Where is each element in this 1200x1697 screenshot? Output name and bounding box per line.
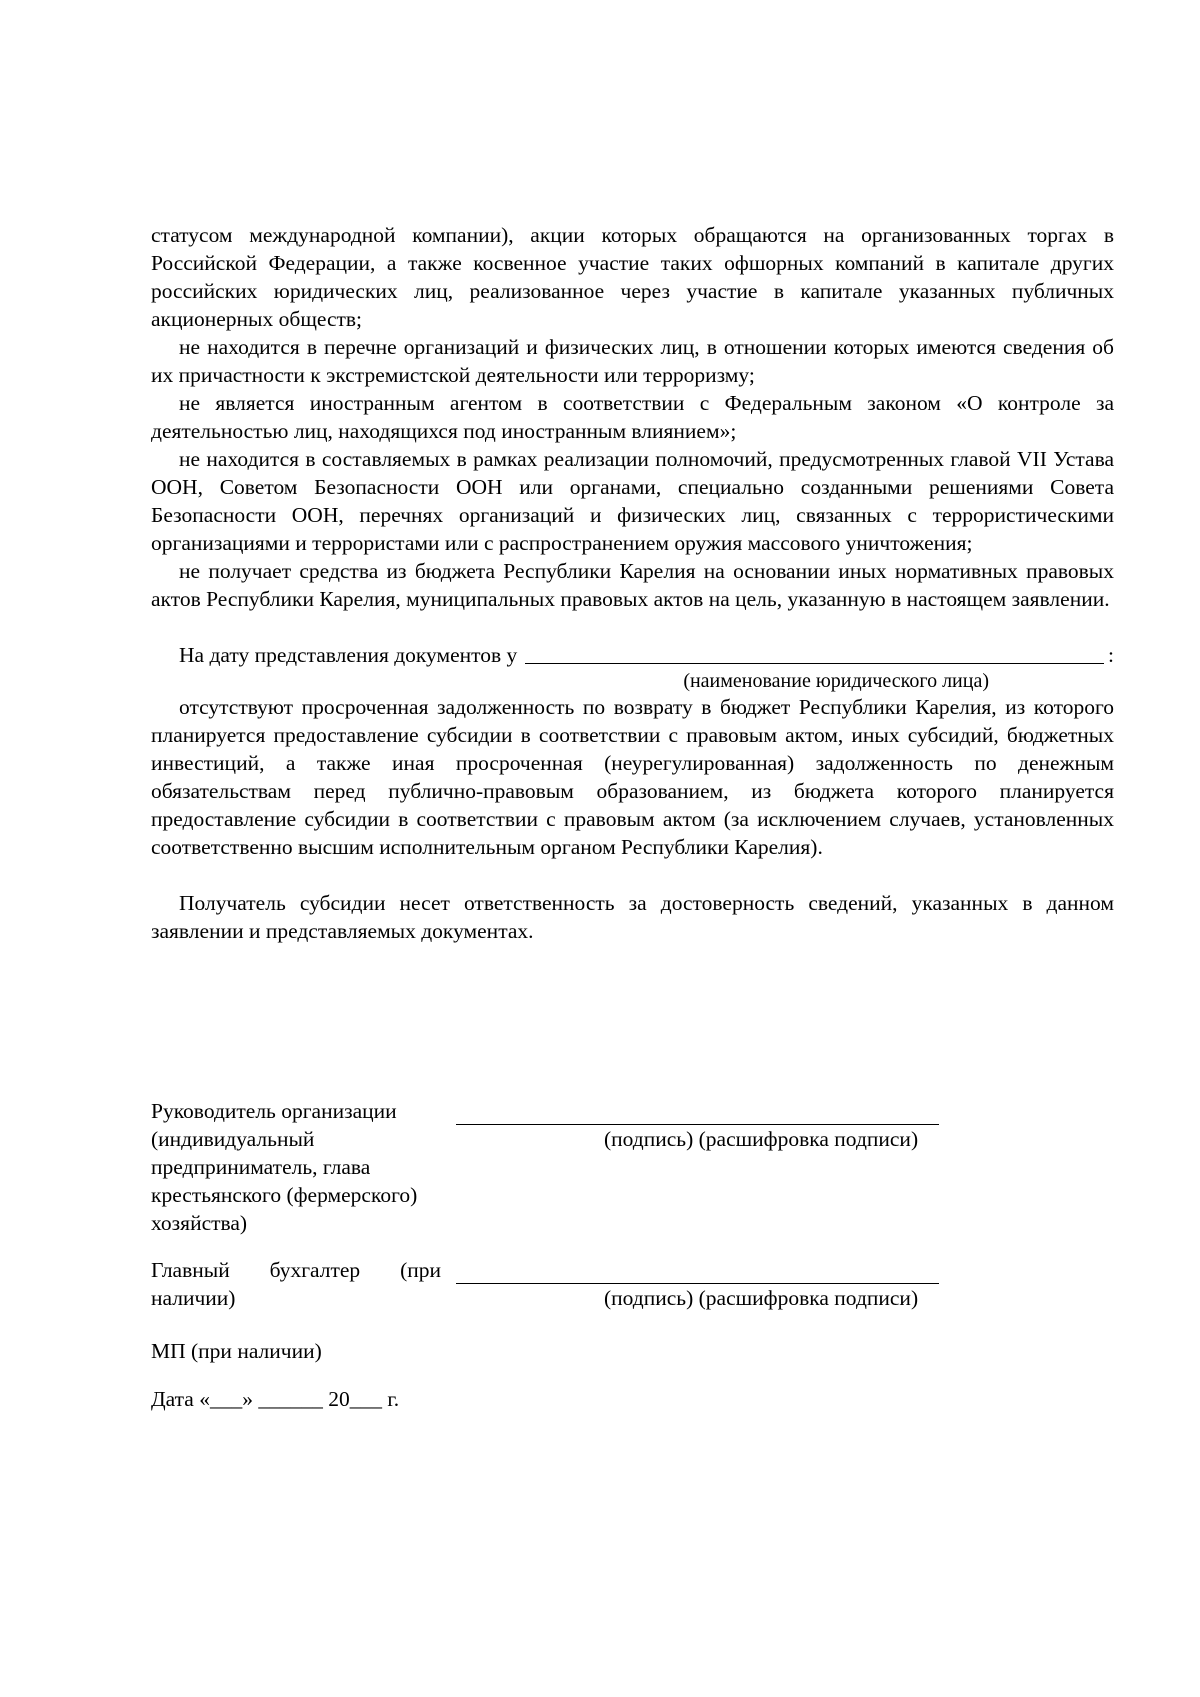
accountant-signature-line[interactable] — [456, 1259, 939, 1284]
head-signature-line[interactable] — [456, 1100, 939, 1125]
legal-entity-blank[interactable] — [525, 641, 1104, 664]
paragraph-no-other-funding: не получает средства из бюджета Республики Карелия на основании иных нормативных правовых актов Республики Карелия, муниципальных правовых актов на цель, указанную в настоящем заявлении. — [151, 559, 1114, 611]
head-signature-caption: (подпись) (расшифровка подписи) — [604, 1127, 919, 1151]
legal-entity-line — [151, 641, 1114, 669]
legal-entity-prefix: На дату представления документов у — [179, 643, 518, 667]
document-body — [151, 221, 1114, 945]
signature-date[interactable]: Дата «___» ______ 20___ г. — [151, 1387, 400, 1411]
paragraph-no-debts: отсутствуют просроченная задолженность по возврату в бюджет Республики Карелия, из которого планируется предоставление субсидии в соответствии с правовым актом, иных субсидий, бюджетных инвестиций, а также иная просроченная (неурегулированная) задолженность по денежным обязательствам перед публично-правовым образованием, из бюджета которого планируется предоставление субсидии в соответствии с правовым актом (за исключением случаев, установленных соответственно высшим исполнительным органом Республики Карелия). — [151, 695, 1114, 859]
accountant-signature-label: Главный бухгалтер (при наличии) — [151, 1258, 441, 1310]
accountant-signature-caption: (подпись) (расшифровка подписи) — [604, 1286, 919, 1310]
head-signature-label: Руководитель организации (индивидуальный предприниматель, глава крестьянского (фермерского) хозяйства) — [151, 1099, 418, 1235]
legal-entity-caption: (наименование юридического лица) — [683, 670, 989, 692]
paragraph-un-sanctions: не находится в составляемых в рамках реализации полномочий, предусмотренных главой VII Устава ООН, Советом Безопасности ООН или органами, специально созданными решениями Совета Безопасности ООН, перечнях организаций и физических лиц, связанных с террористическими организациями и террористами или с распространением оружия массового уничтожения; — [151, 447, 1114, 555]
head-signature-block — [151, 1097, 1001, 1237]
stamp-placeholder: МП (при наличии) — [151, 1339, 322, 1363]
legal-entity-colon: : — [1108, 643, 1114, 667]
paragraph-foreign-agent: не является иностранным агентом в соответствии с Федеральным законом «О контроле за деятельностью лиц, находящихся под иностранным влиянием»; — [151, 391, 1114, 443]
accountant-signature-block — [151, 1256, 1001, 1316]
paragraph-extremism-list: не находится в перечне организаций и физических лиц, в отношении которых имеются сведения об их причастности к экстремистской деятельности или терроризму; — [151, 335, 1114, 387]
paragraph-responsibility: Получатель субсидии несет ответственность за достоверность сведений, указанных в данном заявлении и представляемых документах. — [151, 891, 1114, 943]
paragraph-offshore-participation: статусом международной компании), акции которых обращаются на организованных торгах в Российской Федерации, а также косвенное участие таких офшорных компаний в капитале других российских юридических лиц, реализованное через участие в капитале указанных публичных акционерных обществ; — [151, 223, 1114, 331]
